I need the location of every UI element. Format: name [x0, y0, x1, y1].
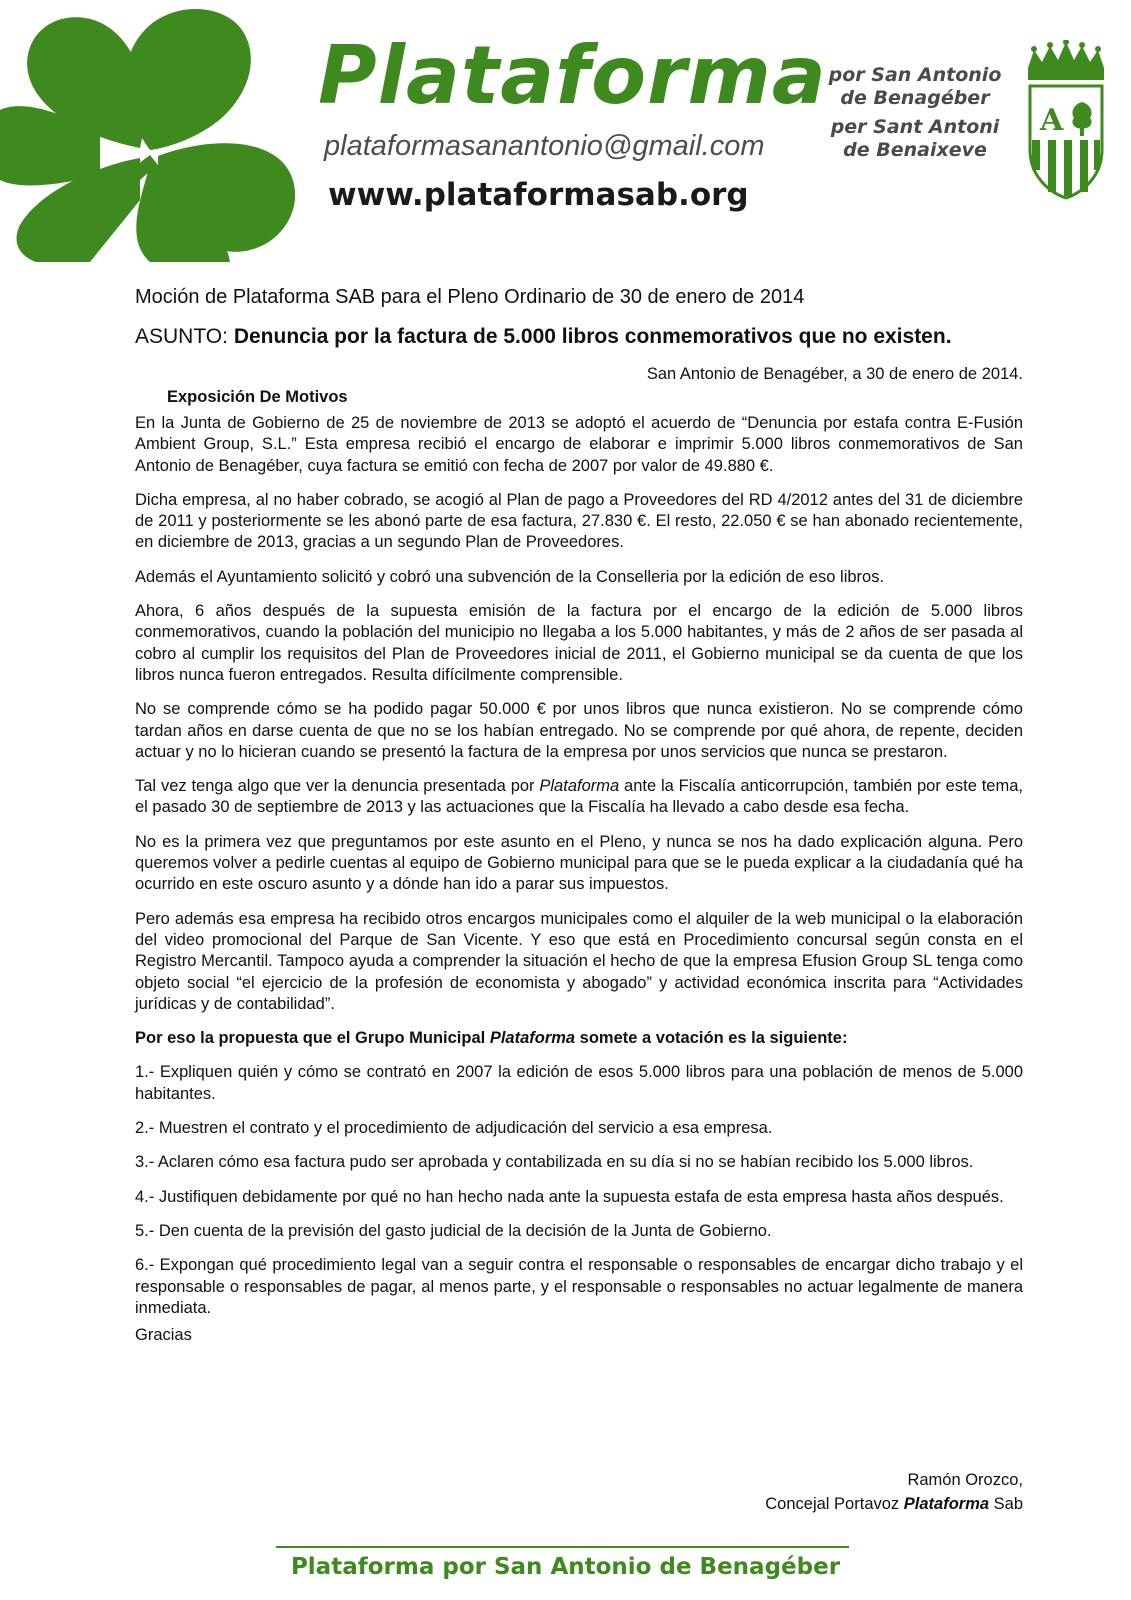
footer-text: Plataforma por San Antonio de Benagéber	[290, 1554, 841, 1580]
municipal-coat-of-arms-icon	[1020, 40, 1112, 200]
subtitle-valenciano-line1: per Sant Antoni	[830, 116, 1000, 138]
body-paragraph: Dicha empresa, al no haber cobrado, se acogió al Plan de pago a Proveedores del RD 4/2012 antes del 31 de diciembre de 2011 y posteriormente se les abonó parte de esa factura, 27.830 €. El resto, 22.050 € se han abonado recientemente, en diciembre de 2013, gracias a un segundo Plan de Proveedores.	[135, 490, 1023, 552]
party-name-italic: Plataforma	[903, 1495, 990, 1513]
subtitle-valenciano-line2: de Benaixeve	[843, 139, 987, 161]
contact-email: plataformasanantonio@gmail.com	[324, 130, 765, 162]
party-name-italic: Plataforma	[489, 1029, 576, 1048]
subject-label: ASUNTO:	[135, 325, 228, 348]
body-paragraph: No se comprende cómo se ha podido pagar 50.000 € por unos libros que nunca existieron. No se comprende cómo tardan años en darse cuenta de que no se los habían entregado. No se comprende por qué ahora, de repente, deciden actuar y no lo hicieran cuando se presentó la factura de la empresa por unos servicios que nunca se prestaron.	[135, 700, 1023, 761]
document-body	[135, 413, 1023, 1359]
body-text: ante la Fiscalía anticorrupción, también por este tema, el pasado 30 de septiembre de 2013 y las actuaciones que la Fiscalía ha llevado a cabo desde esa fecha.	[135, 777, 1023, 817]
proposal-item: 1.- Expliquen quién y cómo se contrató en 2007 la edición de esos 5.000 libros para una población de menos de 5.000 habitantes.	[135, 1063, 1023, 1103]
signature-name: Ramón Orozco,	[907, 1471, 1023, 1489]
section-heading: Exposición De Motivos	[167, 388, 348, 406]
proposal-item: 2.- Muestren el contrato y el procedimiento de adjudicación del servicio a esa empresa.	[135, 1119, 773, 1138]
letterhead	[0, 0, 1131, 262]
signature-role-text: Concejal Portavoz	[765, 1495, 904, 1513]
website-url: www.plataformasab.org	[328, 177, 749, 213]
proposal-item: 5.- Den cuenta de la previsión del gasto judicial de la decisión de la Junta de Gobierno.	[135, 1221, 772, 1240]
signature-role	[765, 1492, 1023, 1516]
subject-text: Denuncia por la factura de 5.000 libros conmemorativos que no existen.	[233, 325, 952, 348]
footer-divider	[276, 1546, 849, 1548]
proposal-item: 6.- Expongan qué procedimiento legal van a seguir contra el responsable o responsables de encargar dicho trabajo y el responsable o responsables de pagar, al menos parte, y el responsable o responsables no actuar legalmente de manera inmediata.	[135, 1256, 1023, 1317]
place-and-date: San Antonio de Benagéber, a 30 de enero de 2014.	[646, 365, 1023, 383]
proposal-text: Por eso la propuesta que el Grupo Municipal	[135, 1029, 490, 1048]
subtitle-castellano	[820, 64, 1010, 110]
svg-text:A: A	[1040, 103, 1064, 138]
signature-role-text: Sab	[989, 1495, 1023, 1513]
body-paragraph: En la Junta de Gobierno de 25 de noviembre de 2013 se adoptó el acuerdo de “Denuncia por estafa contra E-Fusión Ambient Group, S.L.” Esta empresa recibió el encargo de elaborar e imprimir 5.000 libros conmemorativos de San Antonio de Benagéber, cuya factura se emitió con fecha de 2007 por valor de 49.880 €.	[135, 414, 1023, 475]
body-paragraph: Ahora, 6 años después de la supuesta emisión de la factura por el encargo de la edición de 5.000 libros conmemorativos, cuando la población del municipio no llegaba a los 5.000 habitantes, y más de 2 años de ser pasada al cobro al cumplir los requisitos del Plan de Proveedores inicial de 2011, el Gobierno municipal se da cuenta de que los libros nunca fueron entregados. Resulta difícilmente comprensible.	[135, 602, 1023, 684]
subtitle-castellano-line1: por San Antonio	[828, 64, 1002, 86]
proposal-heading	[135, 1028, 1023, 1049]
subtitle-valenciano	[820, 116, 1010, 162]
proposal-item: 3.- Aclaren cómo esa factura pudo ser aprobada y contabilizada en su día si no se habían recibido los 5.000 libros.	[135, 1153, 974, 1172]
signature-block	[765, 1468, 1023, 1516]
body-paragraph: Pero además esa empresa ha recibido otros encargos municipales como el alquiler de la web municipal o la elaboración del video promocional del Parque de San Vicente. Y eso que está en Procedimiento concursal según consta en el Registro Mercantil. Tampoco ayuda a comprender la situación el hecho de que la empresa Efusion Group SL tenga como objeto social “el ejercicio de la profesión de economista y abogado” y actividad económica inscrita para “Actividades jurídicas y de contabilidad”.	[135, 909, 1023, 1013]
document-title: Moción de Plataforma SAB para el Pleno Ordinario de 30 de enero de 2014	[135, 286, 805, 308]
body-paragraph: Además el Ayuntamiento solicitó y cobró una subvención de la Conselleria por la edición de eso libros.	[135, 567, 885, 586]
subject-line	[135, 325, 1023, 349]
closing: Gracias	[135, 1326, 192, 1345]
body-text: Tal vez tenga algo que ver la denuncia presentada por	[135, 777, 540, 796]
brand-wordmark: Plataforma	[318, 29, 827, 122]
body-paragraph	[135, 776, 1023, 819]
body-paragraph: No es la primera vez que preguntamos por este asunto en el Pleno, y nunca se nos ha dado explicación alguna. Pero queremos volver a pedirle cuentas al equipo de Gobierno municipal para que se le pueda explicar a la ciudadanía qué ha ocurrido en este oscuro asunto y a dónde han ido a parar sus impuestos.	[135, 832, 1023, 894]
party-name-italic: Plataforma	[539, 777, 620, 796]
proposal-text: somete a votación es la siguiente:	[575, 1029, 848, 1048]
four-leaf-clover-logo	[0, 0, 310, 262]
proposal-item: 4.- Justifiquen debidamente por qué no han hecho nada ante la supuesta estafa de esta empresa hasta años después.	[135, 1187, 1004, 1206]
subtitle-castellano-line2: de Benagéber	[840, 87, 990, 109]
